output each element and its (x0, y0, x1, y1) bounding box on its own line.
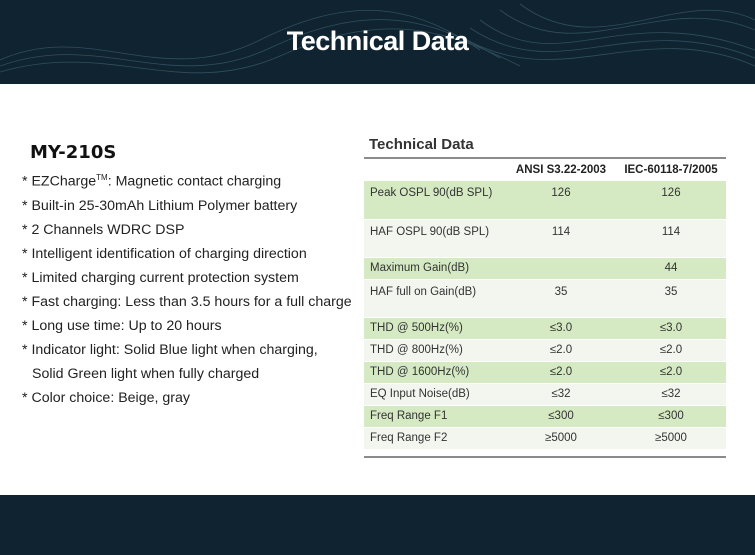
row-label: HAF OSPL 90(dB SPL) (364, 219, 506, 257)
row-label: THD @ 500Hz(%) (364, 317, 506, 339)
row-label: HAF full on Gain(dB) (364, 279, 506, 317)
feature-item: * Limited charging current protection system (22, 269, 299, 286)
table-row (364, 383, 726, 405)
feature-item: * Intelligent identification of charging direction (22, 245, 307, 262)
ansi-value (506, 257, 616, 279)
header-banner (0, 0, 755, 84)
iec-value: ≥5000 (616, 427, 726, 449)
trademark-mark: TM (96, 173, 108, 182)
ansi-value: ≤32 (506, 383, 616, 405)
iec-value: ≤2.0 (616, 361, 726, 383)
feature-item: * Color choice: Beige, gray (22, 389, 190, 406)
table-row (364, 279, 726, 317)
table-row (364, 219, 726, 257)
feature-list (22, 166, 362, 410)
ansi-value: 114 (506, 219, 616, 257)
row-label: Maximum Gain(dB) (364, 257, 506, 279)
ansi-value: ≤2.0 (506, 339, 616, 361)
feature-item: * Fast charging: Less than 3.5 hours for a full charge (22, 293, 352, 310)
spec-table-container (364, 157, 726, 458)
feature-item: * 2 Channels WDRC DSP (22, 221, 185, 238)
column-header-parameter (364, 159, 506, 181)
model-name: MY-210S (30, 142, 117, 163)
row-label: Peak OSPL 90(dB SPL) (364, 181, 506, 219)
row-label: EQ Input Noise(dB) (364, 383, 506, 405)
table-row (364, 181, 726, 219)
ansi-value: 35 (506, 279, 616, 317)
iec-value: 114 (616, 219, 726, 257)
table-row (364, 257, 726, 279)
row-label: THD @ 800Hz(%) (364, 339, 506, 361)
ansi-value: ≤300 (506, 405, 616, 427)
table-row (364, 427, 726, 449)
row-label: THD @ 1600Hz(%) (364, 361, 506, 383)
table-row (364, 339, 726, 361)
feature-item: * Indicator light: Solid Blue light when charging, (22, 341, 318, 358)
iec-value: ≤32 (616, 383, 726, 405)
page-title: Technical Data (286, 26, 469, 56)
feature-item: * Built-in 25-30mAh Lithium Polymer battery (22, 197, 298, 214)
iec-value: 44 (616, 257, 726, 279)
table-row (364, 405, 726, 427)
iec-value: ≤2.0 (616, 339, 726, 361)
iec-value: ≤3.0 (616, 317, 726, 339)
iec-value: 35 (616, 279, 726, 317)
row-label: Freq Range F1 (364, 405, 506, 427)
ansi-value: ≥5000 (506, 427, 616, 449)
ansi-value: ≤2.0 (506, 361, 616, 383)
ansi-value: 126 (506, 181, 616, 219)
feature-item-continuation: Solid Green light when fully charged (32, 365, 260, 382)
table-title: Technical Data (369, 136, 474, 153)
spec-table (364, 159, 726, 450)
row-label: Freq Range F2 (364, 427, 506, 449)
iec-value: 126 (616, 181, 726, 219)
table-row (364, 361, 726, 383)
feature-item: * Long use time: Up to 20 hours (22, 317, 222, 334)
footer-band (0, 495, 755, 555)
feature-item: * EZCharge™: Magnetic contact charging (22, 173, 282, 190)
column-header-iec: IEC-60118-7/2005 (616, 159, 726, 181)
ansi-value: ≤3.0 (506, 317, 616, 339)
table-row (364, 317, 726, 339)
iec-value: ≤300 (616, 405, 726, 427)
column-header-ansi: ANSI S3.22-2003 (506, 159, 616, 181)
table-bottom-rule (364, 450, 726, 458)
